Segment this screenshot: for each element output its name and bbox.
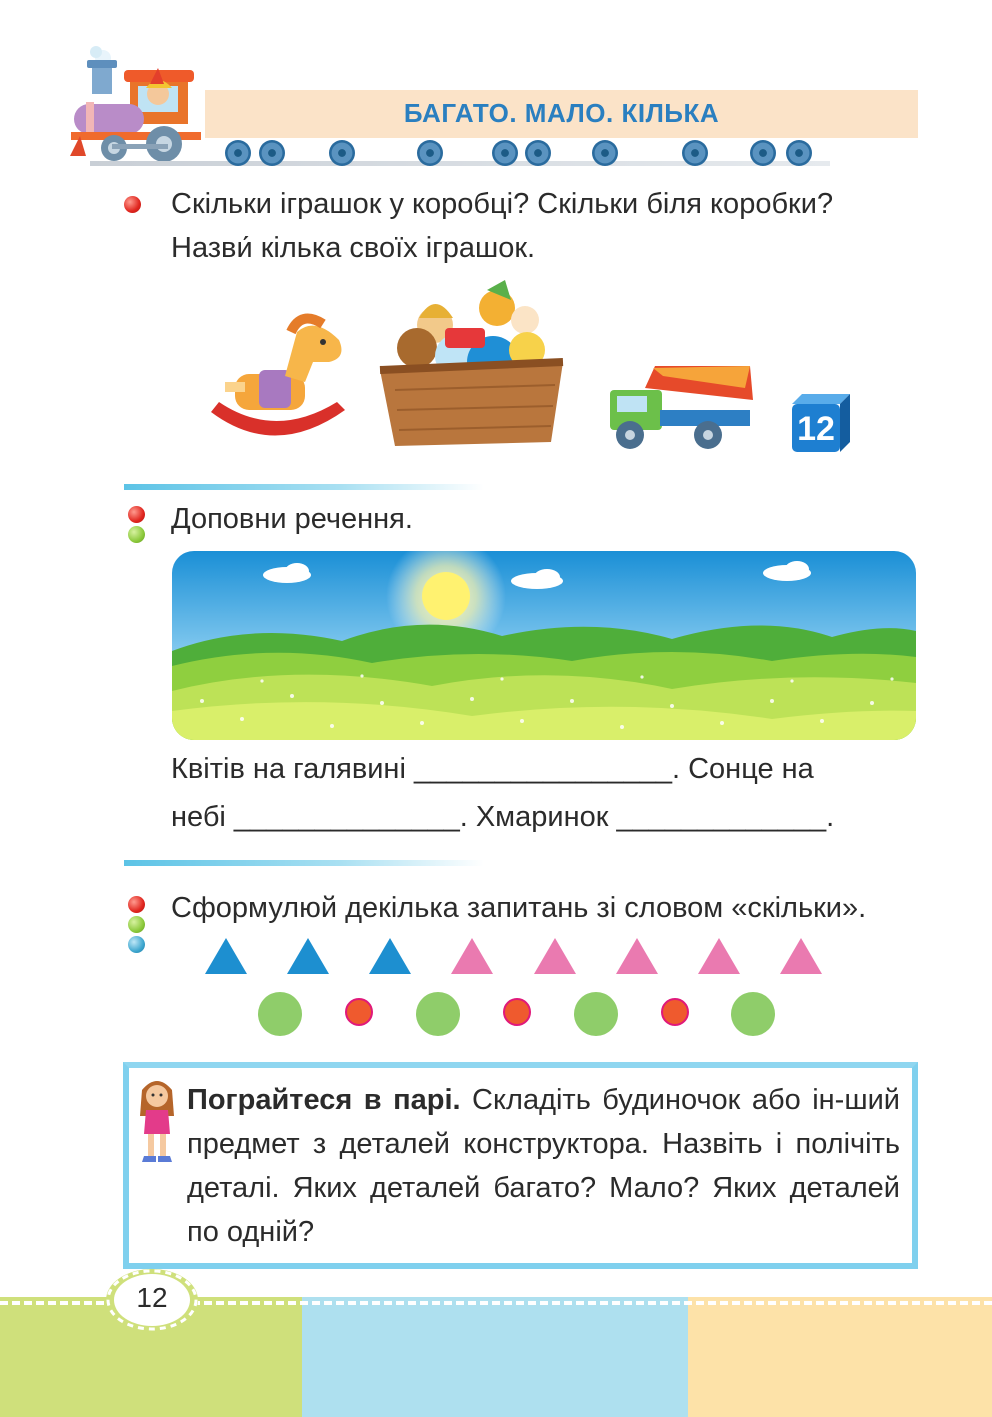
section-divider xyxy=(124,860,484,866)
blue-triangle xyxy=(287,938,329,974)
pink-triangle xyxy=(780,938,822,974)
pink-triangle xyxy=(451,938,493,974)
wagon-wheel-icon xyxy=(225,140,251,166)
difficulty-dot-icon xyxy=(128,896,145,913)
task1-line2: Назви́ кілька своїх іграшок. xyxy=(171,232,536,264)
green-circle xyxy=(731,992,775,1036)
green-circle xyxy=(416,992,460,1036)
footer-stripe-blue xyxy=(302,1297,688,1417)
green-circle xyxy=(258,992,302,1036)
pair-game-text xyxy=(187,1078,900,1254)
train-illustration xyxy=(66,44,216,169)
wagon-wheel-icon xyxy=(786,140,812,166)
cube-number: 12 xyxy=(797,410,835,448)
difficulty-dot-icon xyxy=(128,936,145,953)
girl-icon xyxy=(134,1076,180,1166)
difficulty-dot-icon xyxy=(128,506,145,523)
task2-prompt: Доповни речення. xyxy=(171,503,413,535)
task3-prompt: Сформулюй декілька запитань зі словом «скільки». xyxy=(171,892,867,924)
toy-truck-icon xyxy=(610,366,753,449)
green-circle xyxy=(574,992,618,1036)
meadow-illustration xyxy=(172,551,916,740)
pair-game-title: Пограйтеся в парі. xyxy=(187,1084,461,1116)
task2-sentence-line2: небі ______________. Хмаринок _____________. xyxy=(171,801,835,833)
pink-triangle xyxy=(534,938,576,974)
footer-stripe-orange xyxy=(688,1297,992,1417)
page-title: БАГАТО. МАЛО. КІЛЬКА xyxy=(403,98,720,128)
page-number: 12 xyxy=(136,1282,168,1313)
wagon-wheel-icon xyxy=(592,140,618,166)
orange-circle xyxy=(661,998,689,1026)
wagon-wheel-icon xyxy=(682,140,708,166)
rail xyxy=(90,161,830,166)
wagon-wheel-icon xyxy=(492,140,518,166)
wagon-wheel-icon xyxy=(259,140,285,166)
task1-line1: Скільки іграшок у коробці? Скільки біля коробки? xyxy=(171,188,834,220)
wagon-wheel-icon xyxy=(417,140,443,166)
pair-game-body: Складіть будиночок або ін-ший предмет з деталей конструктора. Назвіть і полічіть деталі. Яких деталей багато? Мало? Яких деталей по одній? xyxy=(187,1084,900,1248)
orange-circle xyxy=(503,998,531,1026)
toys-illustration xyxy=(205,270,865,465)
pink-triangle xyxy=(698,938,740,974)
difficulty-dot-icon xyxy=(128,916,145,933)
wagon-wheel-icon xyxy=(329,140,355,166)
wagon-wheel-icon xyxy=(750,140,776,166)
pink-triangle xyxy=(616,938,658,974)
orange-circle xyxy=(345,998,373,1026)
toy-basket-icon xyxy=(380,280,563,446)
blue-triangle xyxy=(369,938,411,974)
rocking-horse-icon xyxy=(211,319,345,436)
sun-icon xyxy=(422,572,470,620)
wagon-wheel-icon xyxy=(525,140,551,166)
difficulty-dot-icon xyxy=(124,196,141,213)
difficulty-dot-icon xyxy=(128,526,145,543)
task2-sentence-line1: Квітів на галявині ________________. Сонце на xyxy=(171,753,814,785)
blue-triangle xyxy=(205,938,247,974)
section-divider xyxy=(124,484,484,490)
